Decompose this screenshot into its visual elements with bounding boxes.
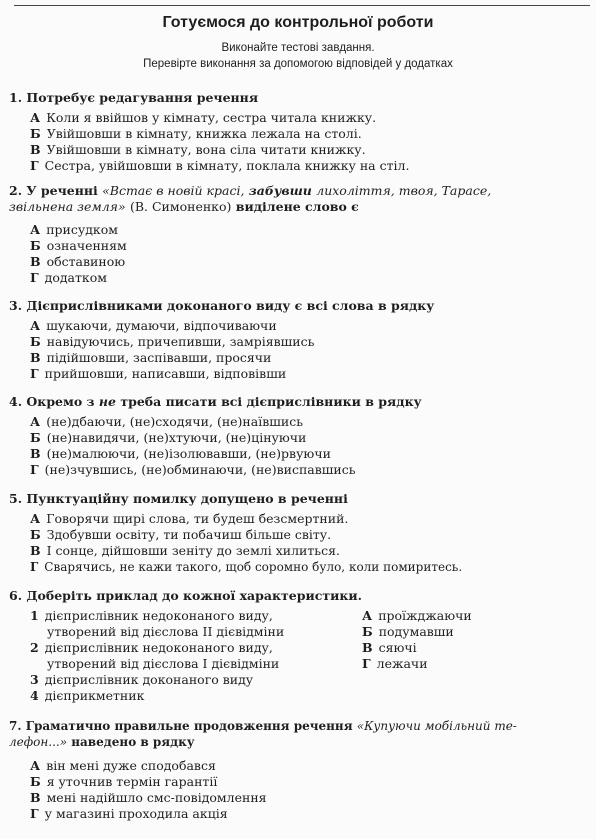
q1-option-c <box>30 142 366 158</box>
q6-item-1 <box>30 608 273 624</box>
option-letter: А <box>30 110 41 125</box>
item-text: дієприкметник <box>44 688 145 703</box>
option-letter: В <box>30 543 41 558</box>
q6-item-4 <box>30 688 144 704</box>
option-text: Сварячись, не кажи такого, щоб соромно було, коли помиритесь. <box>44 560 463 574</box>
option-text: Коли я ввійшов у кімнату, сестра читала книжку. <box>46 110 377 125</box>
question-3-text: 3. Дієприслівниками доконаного виду є всі слова в рядку <box>9 298 435 313</box>
option-text: прийшовши, написавши, відповівши <box>44 366 287 381</box>
option-text: Здобувши освіту, ти побачиш більше світу. <box>46 527 332 542</box>
option-letter: А <box>30 222 41 237</box>
question-4-text <box>9 394 589 410</box>
option-text: І сонце, дійшовши зеніту до землі хилиться. <box>46 543 340 558</box>
q3-option-d <box>30 366 286 382</box>
q3-option-a <box>30 318 277 334</box>
item-number: 3 <box>30 672 39 687</box>
option-text: Сестра, увійшовши в кімнату, поклала книжку на стіл. <box>44 158 410 173</box>
option-letter: Б <box>30 126 41 141</box>
option-letter: В <box>30 446 41 461</box>
option-letter: А <box>30 414 41 429</box>
option-text: проїжджаючи <box>378 608 472 623</box>
q6-item-1-cont: утворений від дієслова ІІ дієвідміни <box>47 624 285 639</box>
q4-word: не <box>98 394 116 409</box>
q6-option-b <box>362 624 454 640</box>
option-text: Говорячи щирі слова, ти будеш безсмертний. <box>46 511 349 526</box>
top-rule <box>14 5 590 6</box>
option-letter: Г <box>30 270 39 285</box>
q2-option-a <box>30 222 118 238</box>
option-text: лежачи <box>376 656 428 671</box>
item-text: дієприслівник доконаного виду <box>44 672 254 687</box>
option-text: означенням <box>46 238 127 253</box>
option-letter: В <box>30 142 41 157</box>
q2-quote-a: «Встає в новій красі, <box>102 183 245 198</box>
item-number: 4 <box>30 688 39 703</box>
q2-quote-d: звільнена земля» <box>9 199 126 214</box>
question-2-text <box>9 183 589 215</box>
question-1-text: 1. Потребує редагування речення <box>9 90 259 105</box>
option-text: (не)зчувшись, (не)обминаючи, (не)виспавшись <box>44 462 356 477</box>
option-text: сяючі <box>378 640 417 655</box>
question-5-text: 5. Пунктуаційну помилку допущено в реченні <box>9 491 348 506</box>
option-letter: Г <box>30 366 39 381</box>
q4-option-b <box>30 430 306 446</box>
question-6-text: 6. Доберіть приклад до кожної характеристики. <box>9 588 362 603</box>
option-letter: Г <box>362 656 371 671</box>
option-text: (не)малюючи, (не)ізолювавши, (не)рвуючи <box>46 446 331 461</box>
q5-option-a <box>30 511 348 527</box>
q6-option-a <box>362 608 472 624</box>
option-letter: В <box>30 254 41 269</box>
option-letter: А <box>30 318 41 333</box>
q7-quote-b: лефон...» <box>9 735 68 749</box>
q7-option-d <box>30 806 228 822</box>
q7-option-c <box>30 790 267 806</box>
q6-item-3 <box>30 672 253 688</box>
option-text: обставиною <box>46 254 126 269</box>
option-text: він мені дуже сподобався <box>46 758 216 773</box>
option-text: (не)навидячи, (не)хтуючи, (не)цінуючи <box>46 430 307 445</box>
q6-item-2-cont: утворений від дієслова І дієвідміни <box>47 656 280 671</box>
q2-prefix: 2. У реченні <box>9 183 98 198</box>
option-text: навідуючись, причепивши, замріявшись <box>46 334 315 349</box>
q6-item-2 <box>30 640 273 656</box>
option-letter: Б <box>30 527 41 542</box>
page-title: Готуємося до контрольної роботи <box>162 14 434 31</box>
q5-option-b <box>30 527 331 543</box>
item-text: дієприслівник недоконаного виду, <box>44 640 273 655</box>
option-letter: В <box>30 790 41 805</box>
q4-suffix: треба писати всі дієприслівники в рядку <box>120 394 422 409</box>
option-letter: В <box>30 350 41 365</box>
q3-option-c <box>30 350 271 366</box>
option-text: підійшовши, заспівавши, просячи <box>46 350 272 365</box>
instruction-line-2: Перевірте виконання за допомогою відповідей у додатках <box>143 58 453 70</box>
q2-option-d <box>30 270 107 286</box>
q2-author: (В. Симоненко) <box>129 199 232 214</box>
q4-option-d <box>30 462 356 478</box>
q6-option-c <box>362 640 417 656</box>
q4-option-c <box>30 446 331 462</box>
option-letter: Б <box>30 774 41 789</box>
q7-suffix: наведено в рядку <box>71 735 195 749</box>
q5-option-c <box>30 543 340 559</box>
q2-option-c <box>30 254 125 270</box>
instruction-line-1: Виконайте тестові завдання. <box>221 42 375 54</box>
option-letter: Г <box>30 560 39 574</box>
q1-option-b <box>30 126 362 142</box>
q2-highlighted-word: забувши <box>248 183 312 198</box>
option-letter: Б <box>362 624 373 639</box>
option-text: додатком <box>44 270 107 285</box>
option-text: Увійшовши в кімнату, вона сіла читати книжку. <box>46 142 366 157</box>
option-letter: Б <box>30 430 41 445</box>
q7-quote-a: «Купуючи мобільний те- <box>356 719 517 733</box>
q6-option-d <box>362 656 428 672</box>
option-letter: Б <box>30 334 41 349</box>
option-letter: В <box>362 640 373 655</box>
option-letter: А <box>362 608 373 623</box>
q7-option-b <box>30 774 217 790</box>
option-text: присудком <box>46 222 118 237</box>
q5-option-d <box>30 559 462 575</box>
q1-option-a <box>30 110 376 126</box>
option-letter: А <box>30 758 41 773</box>
question-7-text <box>9 718 589 750</box>
option-text: подумавши <box>378 624 454 639</box>
item-number: 2 <box>30 640 39 655</box>
option-text: мені надійшло смс-повідомлення <box>46 790 267 805</box>
option-letter: Г <box>30 462 39 477</box>
q2-option-b <box>30 238 127 254</box>
q7-option-a <box>30 758 216 774</box>
q4-prefix: 4. Окремо з <box>9 394 95 409</box>
item-number: 1 <box>30 608 39 623</box>
option-text: Увійшовши в кімнату, книжка лежала на столі. <box>46 126 362 141</box>
item-text: дієприслівник недоконаного виду, <box>44 608 273 623</box>
option-text: (не)дбаючи, (не)сходячи, (не)наївшись <box>46 414 304 429</box>
q7-prefix: 7. Граматично правильне продовження речення <box>9 719 353 733</box>
option-text: шукаючи, думаючи, відпочиваючи <box>46 318 277 333</box>
option-text: я уточнив термін гарантії <box>46 774 218 789</box>
q2-quote-c: лихоліття, твоя, Тарасе, <box>316 183 492 198</box>
q4-option-a <box>30 414 303 430</box>
option-letter: Б <box>30 238 41 253</box>
option-letter: А <box>30 511 41 526</box>
option-letter: Г <box>30 158 39 173</box>
q2-suffix: виділене слово є <box>235 199 359 214</box>
option-letter: Г <box>30 806 39 821</box>
option-text: у магазині проходила акція <box>44 806 228 821</box>
q1-option-d <box>30 158 409 174</box>
q3-option-b <box>30 334 314 350</box>
